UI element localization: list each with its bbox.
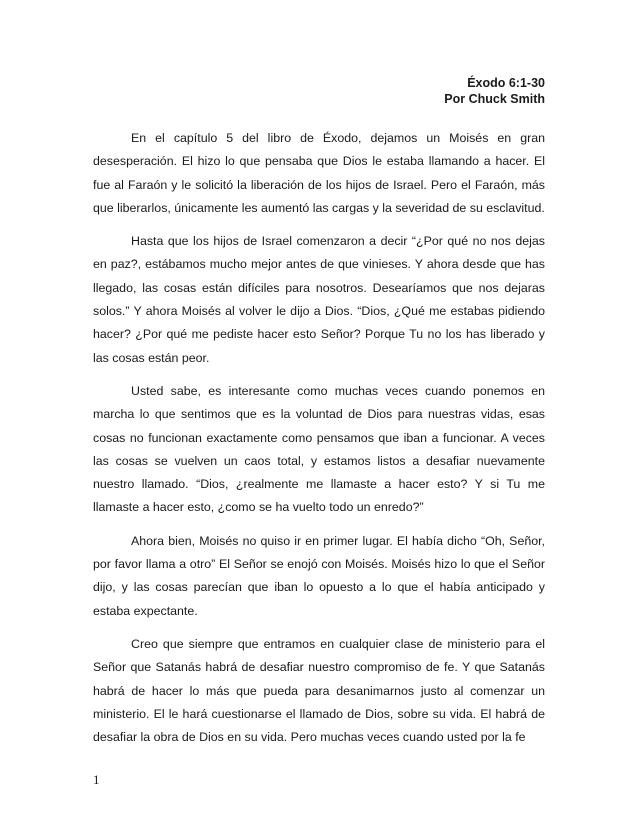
paragraph-4: Ahora bien, Moisés no quiso ir en primer lugar. El había dicho “Oh, Señor, por favor llama a otro” El Señor se enojó con Moisés. Moisés hizo lo que el Señor dijo, y las cosas parecían que iban lo opuesto a lo que el había anticipado y estaba expectante. [93, 533, 545, 618]
document-title: Éxodo 6:1-30 [467, 76, 545, 90]
page-number: 1 [93, 772, 100, 787]
document-body [93, 127, 545, 759]
document-author: Por Chuck Smith [444, 92, 545, 106]
document-header [444, 75, 545, 107]
paragraph-5: Creo que siempre que entramos en cualquier clase de ministerio para el Señor que Satanás habrá de desafiar nuestro compromiso de fe. Y que Satanás habrá de hacer lo más que pueda para desanimarnos justo al comenzar un ministerio. El le hará cuestionarse el llamado de Dios, sobre su vida. El habrá de desafiar la obra de Dios en su vida. Pero muchas veces cuando usted por la fe [93, 636, 545, 745]
paragraph-2: Hasta que los hijos de Israel comenzaron a decir “¿Por qué no nos dejas en paz?, estábamos mucho mejor antes de que vinieses. Y ahora desde que has llegado, las cosas están difíciles para nosotros. Desearíamos que nos dejaras solos.” Y ahora Moisés al volver le dijo a Dios. “Dios, ¿Qué me estabas pidiendo hacer? ¿Por qué me pediste hacer esto Señor? Porque Tu no los has liberado y las cosas están peor. [93, 234, 545, 365]
paragraph-1: En el capítulo 5 del libro de Éxodo, dejamos un Moisés en gran desesperación. El hizo lo que pensaba que Dios le estaba llamando a hacer. El fue al Faraón y le solicitó la liberación de los hijos de Israel. Pero el Faraón, más que liberarlos, únicamente les aumentó las cargas y la severidad de su esclavitud. [93, 131, 545, 215]
paragraph-3: Usted sabe, es interesante como muchas veces cuando ponemos en marcha lo que sentimos que es la voluntad de Dios para nuestras vidas, esas cosas no funcionan exactamente como pensamos que iban a funcionar. A veces las cosas se vuelven un caos total, y estamos listos a desafiar nuevamente nuestro llamado. “Dios, ¿realmente me llamaste a hacer esto? Y si Tu me llamaste a hacer esto, ¿como se ha vuelto todo un enredo?” [93, 383, 545, 515]
